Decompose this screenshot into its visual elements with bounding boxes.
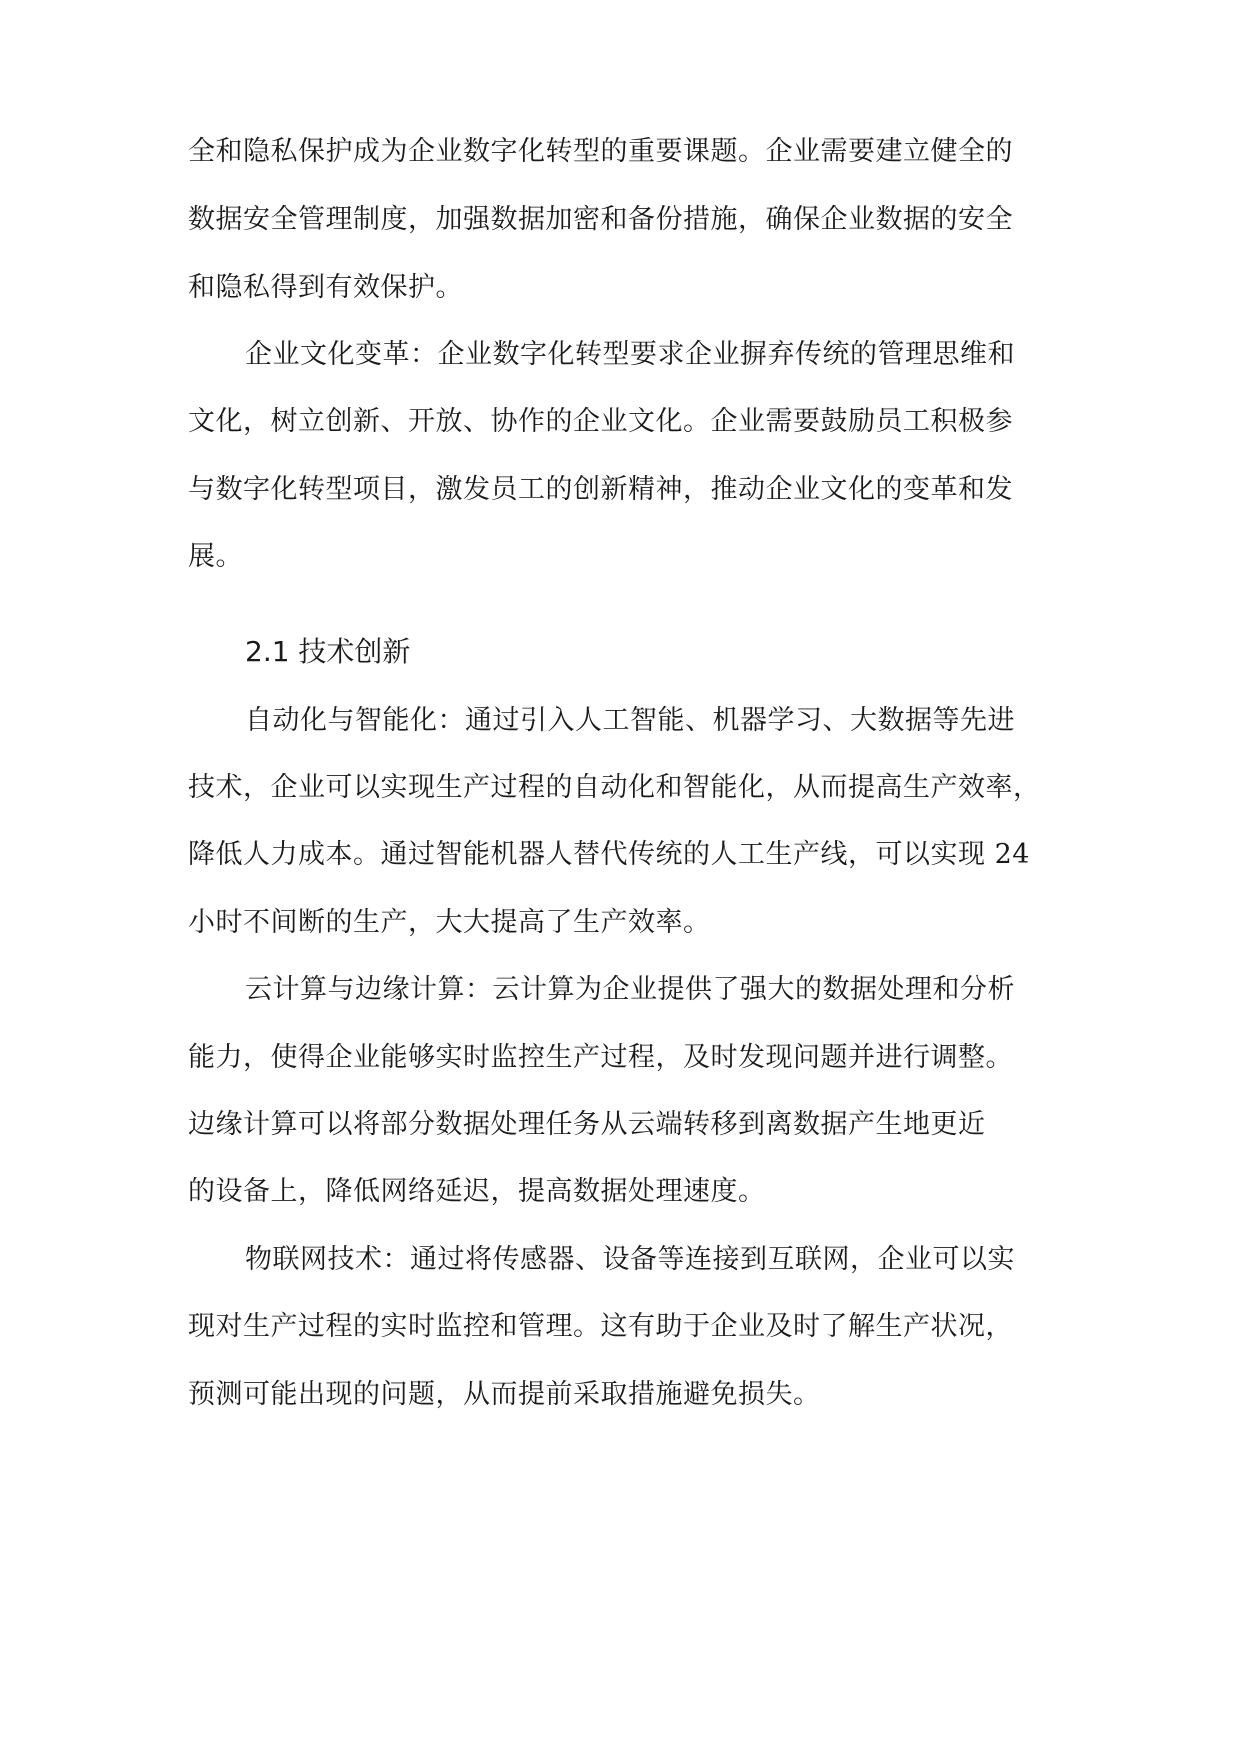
paragraph-1-line-1: 全和隐私保护成为企业数字化转型的重要课题。企业需要建立健全的	[188, 136, 1013, 167]
paragraph-4-line-2: 能力，使得企业能够实时监控生产过程，及时发现问题并进行调整。	[188, 1042, 1013, 1073]
paragraph-4-line-4: 的设备上，降低网络延迟，提高数据处理速度。	[188, 1176, 766, 1207]
paragraph-2-line-3: 与数字化转型项目，激发员工的创新精神，推动企业文化的变革和发	[188, 474, 1013, 505]
paragraph-2-line-1: 企业文化变革：企业数字化转型要求企业摒弃传统的管理思维和	[245, 339, 1015, 370]
paragraph-3-line-1: 自动化与智能化：通过引入人工智能、机器学习、大数据等先进	[245, 705, 1015, 736]
paragraph-1-line-3: 和隐私得到有效保护。	[188, 272, 463, 303]
paragraph-5-line-1: 物联网技术：通过将传感器、设备等连接到互联网，企业可以实	[245, 1244, 1015, 1275]
paragraph-5-line-3: 预测可能出现的问题，从而提前采取措施避免损失。	[188, 1379, 821, 1410]
paragraph-1-line-2: 数据安全管理制度，加强数据加密和备份措施，确保企业数据的安全	[188, 204, 1013, 235]
paragraph-4-line-3: 边缘计算可以将部分数据处理任务从云端转移到离数据产生地更近	[188, 1109, 986, 1140]
paragraph-3-line-3: 降低人力成本。通过智能机器人替代传统的人工生产线，可以实现 24	[188, 839, 1030, 870]
section-heading: 2.1 技术创新	[245, 635, 411, 668]
paragraph-3-line-4: 小时不间断的生产，大大提高了生产效率。	[188, 907, 711, 938]
paragraph-5-line-2: 现对生产过程的实时监控和管理。这有助于企业及时了解生产状况，	[188, 1311, 1013, 1342]
paragraph-2-line-2: 文化，树立创新、开放、协作的企业文化。企业需要鼓励员工积极参	[188, 406, 1013, 437]
paragraph-4-line-1: 云计算与边缘计算：云计算为企业提供了强大的数据处理和分析	[245, 974, 1015, 1005]
paragraph-2-line-4: 展。	[188, 541, 243, 572]
paragraph-3-line-2: 技术，企业可以实现生产过程的自动化和智能化，从而提高生产效率，	[188, 772, 1041, 803]
